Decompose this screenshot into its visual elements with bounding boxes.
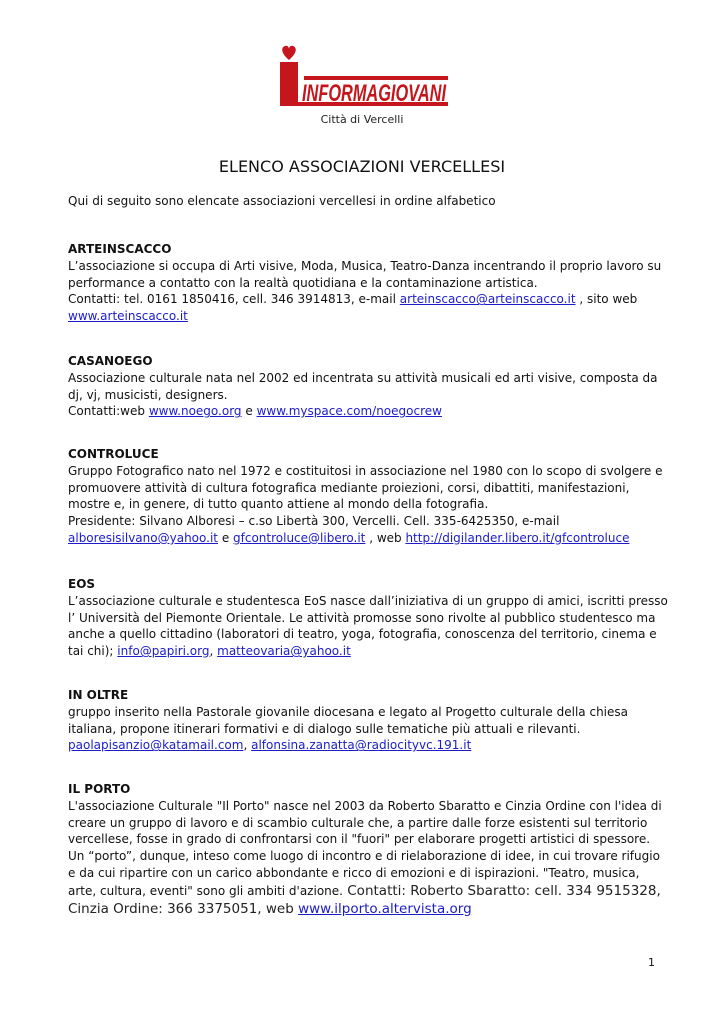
association-name: CASANOEGO <box>68 354 153 368</box>
email-link[interactable]: arteinscacco@arteinscacco.it <box>399 292 576 307</box>
association-name: ARTEINSCACCO <box>68 242 172 256</box>
association-name: IL PORTO <box>68 782 131 796</box>
website-link[interactable]: www.ilporto.altervista.org <box>298 900 472 917</box>
email-link[interactable]: paolapisanzio@katamail.com <box>68 738 244 753</box>
contacts-text: Contatti: Roberto Sbaratto: cell. 334 9515328, Cinzia Ordine: 366 3375051, web <box>68 882 661 917</box>
informagiovani-logo <box>278 44 450 110</box>
association-name: EOS <box>68 577 96 591</box>
separator-text: , web <box>365 530 406 545</box>
separator-text: , <box>209 644 218 659</box>
association-casanoego <box>68 353 668 420</box>
website-link[interactable]: www.myspace.com/noegocrew <box>256 404 442 419</box>
intro-text: Qui di seguito sono elencate associazioni vercellesi in ordine alfabetico <box>68 194 496 208</box>
logo-subtitle: Città di Vercelli <box>320 113 404 126</box>
email-link[interactable]: alfonsina.zanatta@radiocityvc.191.it <box>251 738 472 753</box>
association-ilporto <box>68 781 668 918</box>
website-link[interactable]: www.noego.org <box>148 404 242 419</box>
separator-text: , <box>243 738 252 753</box>
association-description <box>68 593 668 660</box>
page-number: 1 <box>648 956 655 969</box>
website-link[interactable]: www.arteinscacco.it <box>68 309 188 324</box>
association-contacts <box>68 291 668 325</box>
association-name: CONTROLUCE <box>68 447 159 461</box>
email-link[interactable]: matteovaria@yahoo.it <box>217 644 351 659</box>
association-description: gruppo inserito nella Pastorale giovanile diocesana e legato al Progetto culturale della chiesa italiana, propone itinerari formativi e di dialogo sulle tematiche più attuali e rilevanti. <box>68 704 628 736</box>
description-text: L'associazione Culturale "Il Porto" nasce nel 2003 da Roberto Sbaratto e Cinzia Ordine con l'idea di creare un gruppo di lavoro e di scambio culturale che, a partire dalle forze esistenti sul territorio vercellese, fosse in grado di confrontarsi con il "fuori" per elaborare progetti artistici di spessore. Un “porto”, dunque, inteso come luogo di incontro e di rielaborazione di idee, in cui trovare rifugio e da cui ripartire con un carico abbondante e ricco di emozioni e di ispirazioni. "Teatro, musica, arte, cultura, eventi" sono gli ambiti d'azione. <box>68 798 662 898</box>
association-controluce <box>68 446 668 547</box>
svg-text:INFORMAGIOVANI: INFORMAGIOVANI <box>302 80 447 107</box>
description-text: L’associazione culturale e studentesca EoS nasce dall’iniziativa di un gruppo di amici, iscritti presso l’ Università del Piemonte Orientale. Le attività promosse sono rivolte al pubblico studentesco ma anche a quello cittadino (laboratori di teatro, yoga, fotografia, conoscenza del territorio, cinema e tai chi); <box>68 593 668 659</box>
contacts-text: Contatti: tel. 0161 1850416, cell. 346 3914813, e-mail <box>68 292 400 307</box>
separator-text: e <box>241 404 257 419</box>
association-description <box>68 798 668 918</box>
association-contacts <box>68 737 668 754</box>
association-arteinscacco <box>68 241 668 325</box>
separator-text: e <box>218 530 234 545</box>
email-link[interactable]: gfcontroluce@libero.it <box>233 530 366 545</box>
document-title: ELENCO ASSOCIAZIONI VERCELLESI <box>218 157 506 176</box>
email-link[interactable]: alboresisilvano@yahoo.it <box>68 530 218 545</box>
email-link[interactable]: info@papiri.org <box>117 644 210 659</box>
association-contacts <box>68 403 668 420</box>
association-name: IN OLTRE <box>68 688 129 702</box>
association-contacts <box>68 530 668 547</box>
separator-text: , sito web <box>575 292 638 307</box>
website-link[interactable]: http://digilander.libero.it/gfcontroluce <box>405 530 630 545</box>
association-description: Gruppo Fotografico nato nel 1972 e costituitosi in associazione nel 1980 con lo scopo di svolgere e promuovere attività di cultura fotografica mediante proiezioni, corsi, dibattiti, manifestazioni, mostre e, in genere, di tutto quanto attiene al mondo della fotografia. <box>68 463 663 512</box>
association-description: L’associazione si occupa di Arti visive, Moda, Musica, Teatro-Danza incentrando il proprio lavoro su performance a contatto con la realtà quotidiana e la contaminazione artistica. <box>68 258 662 290</box>
association-inoltre <box>68 687 668 754</box>
association-president: Presidente: Silvano Alboresi – c.so Libertà 300, Vercelli. Cell. 335-6425350, e-mail <box>68 514 560 529</box>
association-description: Associazione culturale nata nel 2002 ed incentrata su attività musicali ed arti visive, composta da dj, vj, musicisti, designers. <box>68 370 658 402</box>
contacts-text: Contatti:web <box>68 404 149 419</box>
association-eos <box>68 576 668 660</box>
